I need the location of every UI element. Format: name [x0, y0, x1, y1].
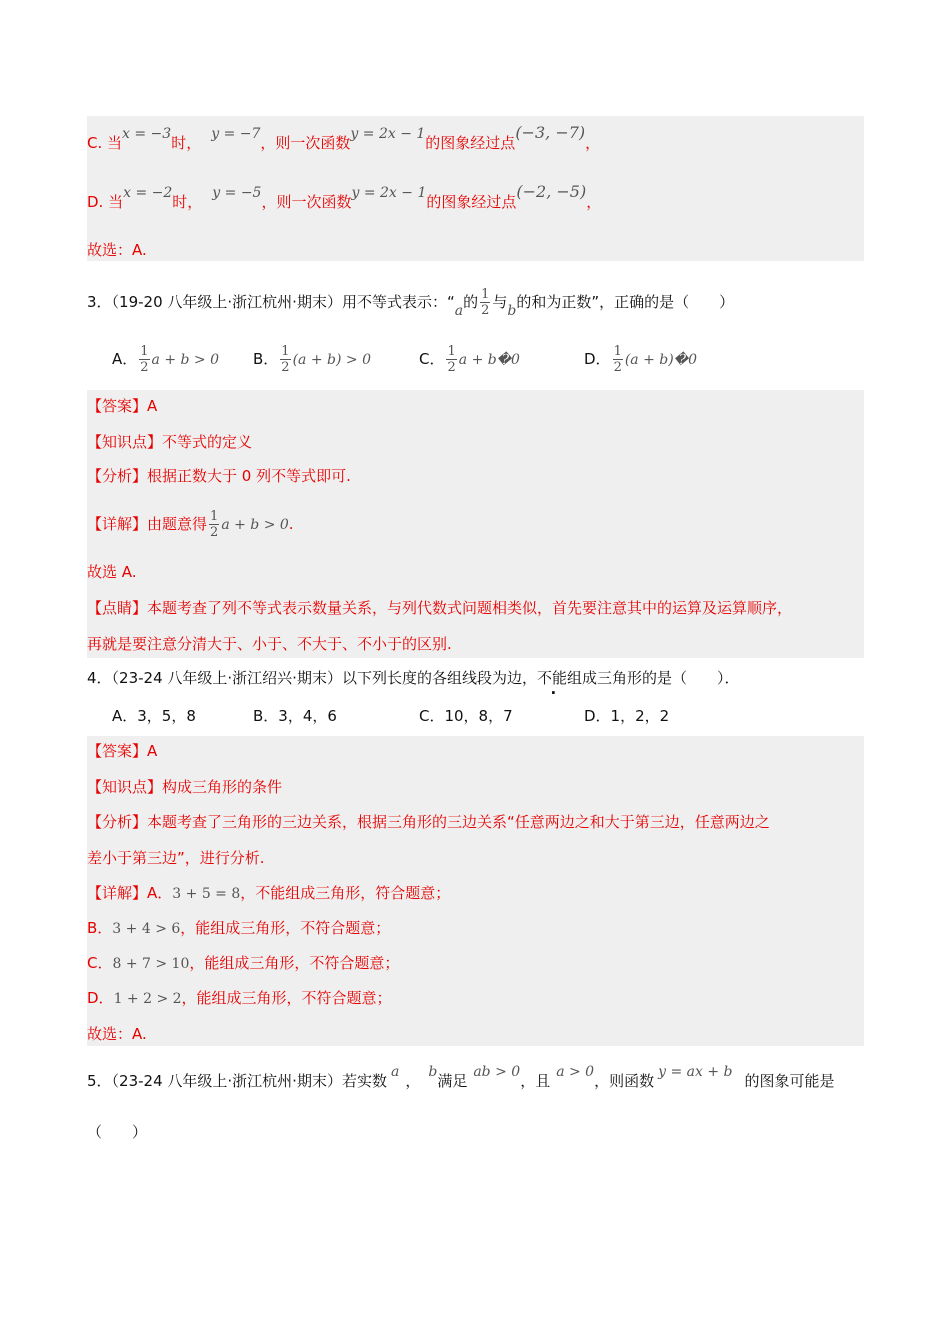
q4-stem: 4．（23-24 八年级上·浙江绍兴·期末）以下列长度的各组线段为边，不能组成三角形的是（ ）． [87, 669, 740, 687]
q3-option-a[interactable]: A． $\frac{1}{2}$ a + b > 0 [112, 344, 220, 375]
q4-detail-d: D．1 + 2 > 2，能组成三角形，不符合题意； [87, 989, 392, 1007]
q2-conclusion: 故选：A. [87, 241, 147, 259]
q4-analysis-line-1: 【分析】本题考查了三角形的三边关系，根据三角形的三边关系“任意两边之和大于第三边，任意两边之 [87, 813, 770, 831]
math-y: y = −5 [212, 185, 262, 201]
emphasis-not: 不能 [536, 669, 567, 687]
q4-option-b[interactable]: B．3，4，6 [253, 707, 337, 725]
q4-option-d[interactable]: D．1，2，2 [584, 707, 670, 725]
q4-answer: 【答案】A [87, 742, 158, 760]
q3-detail: 【详解】由题意得 $\frac{1}{2}$ a + b > 0. [87, 509, 294, 540]
math-point: (−3, −7) [515, 123, 586, 142]
q2-option-d-explanation: D. 当x = −2时， y = −5，则一次函数y = 2x − 1的图象经过点(−2, −5)， [87, 182, 602, 211]
fraction-half: $\frac{1}{2}$ [481, 287, 490, 318]
q3-stem: 3．（19-20 八年级上·浙江杭州·期末）用不等式表示：“a的 $\frac{1}{2}$ 与b的和为正数”，正确的是（ ） [87, 287, 735, 319]
q4-detail-b: B．3 + 4 > 6，能组成三角形，不符合题意； [87, 919, 391, 937]
q4-conclusion: 故选：A. [87, 1025, 147, 1043]
q4-detail-c: C．8 + 7 > 10，能组成三角形，不符合题意； [87, 954, 400, 972]
q4-option-a[interactable]: A．3，5，8 [112, 707, 196, 725]
q5-answer-paren: （ ） [87, 1123, 148, 1141]
q2-option-c-explanation: C. 当x = −3时， y = −7，则一次函数y = 2x − 1的图象经过点(−3, −7)， [87, 123, 601, 152]
math-point: (−2, −5) [516, 182, 587, 201]
q3-option-d[interactable]: D． $\frac{1}{2}$ (a + b)�0 [584, 344, 697, 375]
q3-comment-line-1: 【点睛】本题考查了列不等式表示数量关系，与列代数式问题相类似，首先要注意其中的运算及运算顺序， [87, 599, 793, 617]
math-function: y = 2x − 1 [350, 126, 426, 142]
math-y: y = −7 [211, 126, 261, 142]
q4-analysis-line-2: 差小于第三边”，进行分析. [87, 849, 265, 867]
q3-option-b[interactable]: B． $\frac{1}{2}$ (a + b) > 0 [253, 344, 371, 375]
q3-comment-line-2: 再就是要注意分清大于、小于、不大于、不小于的区别. [87, 635, 452, 653]
math-x: x = −2 [123, 185, 173, 201]
math-x: x = −3 [122, 126, 172, 142]
q3-analysis: 【分析】根据正数大于 0 列不等式即可. [87, 467, 351, 485]
q4-detail-a: 【详解】A．3 + 5 = 8，不能组成三角形，符合题意； [87, 884, 451, 902]
q3-answer: 【答案】A [87, 397, 158, 415]
q3-knowledge: 【知识点】不等式的定义 [87, 433, 253, 451]
q3-conclusion: 故选 A. [87, 563, 137, 581]
q3-option-c[interactable]: C． $\frac{1}{2}$ a + b�0 [419, 344, 520, 375]
q4-knowledge: 【知识点】构成三角形的条件 [87, 778, 283, 796]
q4-option-c[interactable]: C．10，8，7 [419, 707, 513, 725]
math-function: y = 2x − 1 [351, 185, 427, 201]
q5-stem: 5．（23-24 八年级上·浙江杭州·期末）若实数 a ， b满足 ab > 0，且 a > 0，则函数 y = ax + b 的图象可能是 [87, 1064, 835, 1090]
